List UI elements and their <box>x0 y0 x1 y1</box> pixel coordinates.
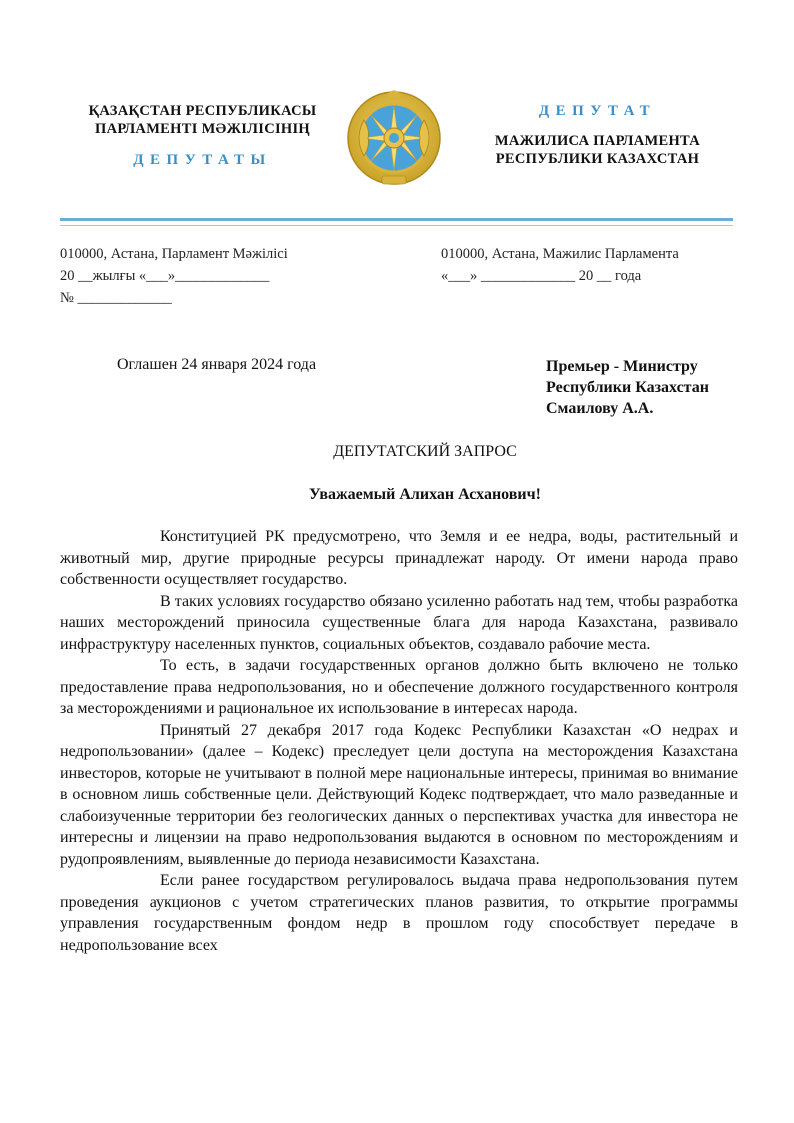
address-left-line1: 010000, Астана, Парламент Мәжілісі <box>60 246 288 262</box>
greeting: Уважаемый Алихан Асханович! <box>308 486 541 503</box>
letterhead-right-deputy: ДЕПУТАТ <box>538 103 657 119</box>
letterhead-left-line2: ПАРЛАМЕНТІ МӘЖІЛІСІНІҢ <box>94 121 311 137</box>
letterhead-left <box>80 102 325 169</box>
body-paragraph: В таких условиях государство обязано усиленно работать над тем, чтобы разработка наших месторождений приносила существенные блага для народа Казахстана, развивало инфраструктуру населенных пунктов, социальных объектов, создавало рабочие места. <box>60 592 738 653</box>
addressee-block <box>546 356 709 419</box>
addressee-line3: Смаилову А.А. <box>546 400 654 417</box>
address-right-line1: 010000, Астана, Мажилис Парламента <box>441 246 679 262</box>
letter-body <box>60 526 738 956</box>
body-paragraph: Конституцией РК предусмотрено, что Земля и ее недра, воды, растительный и животный мир, другие природные ресурсы принадлежат народу. От имени народа право собственности осуществляет государство. <box>60 528 738 588</box>
header-divider-thin <box>60 225 733 226</box>
address-left-line2: 20 __жылғы «___»_____________ <box>60 268 270 284</box>
letterhead-right-line2: РЕСПУБЛИКИ КАЗАХСТАН <box>495 151 700 167</box>
addressee-line1: Премьер - Министру <box>546 358 698 375</box>
letterhead-left-deputy: ДЕПУТАТЫ <box>133 152 272 168</box>
address-right-line2: «___» _____________ 20 __ года <box>441 268 642 284</box>
address-left-line3: № _____________ <box>60 290 172 306</box>
body-paragraph: Принятый 27 декабря 2017 года Кодекс Республики Казахстан «О недрах и недропользовании» (далее – Кодекс) преследует цели доступа на месторождения Казахстана инвесторов, которые не учитывают в полной мере национальные интересы, принимая во внимание в основном лишь собственные цели. Действующий Кодекс подтверждает, что мало разведанные и слабоизученные территории без геологических данных о перспективах участка для инвестора не интересны и лицензии на право недропользования выдаются в основном по месторождениям и рудопроявлениям, выявленные до периода независимости Казахстана. <box>60 721 738 868</box>
body-paragraph: Если ранее государством регулировалось выдача права недропользования путем проведения аукционов с учетом стратегических планов развития, то открытие программы управления государственным фондом недр в прошлом году способствует передаче в недропользование всех <box>60 872 738 954</box>
state-emblem-icon <box>346 90 442 188</box>
header-divider-thick <box>60 218 733 221</box>
body-paragraph: То есть, в задачи государственных органов должно быть включено не только предоставление права недропользования, но и обеспечение должного государственного контроля за месторождениями и рациональное их использование в интересах народа. <box>60 657 738 717</box>
addressee-line2: Республики Казахстан <box>546 379 709 396</box>
letterhead-left-line1: ҚАЗАҚСТАН РЕСПУБЛИКАСЫ <box>88 103 317 119</box>
address-block-right <box>441 243 679 287</box>
document-title: ДЕПУТАТСКИЙ ЗАПРОС <box>333 443 517 460</box>
announcement-date: Оглашен 24 января 2024 года <box>117 356 317 373</box>
address-block-left <box>60 243 288 309</box>
letterhead-right-line1: МАЖИЛИСА ПАРЛАМЕНТА <box>494 133 701 149</box>
letterhead-right <box>480 102 715 168</box>
